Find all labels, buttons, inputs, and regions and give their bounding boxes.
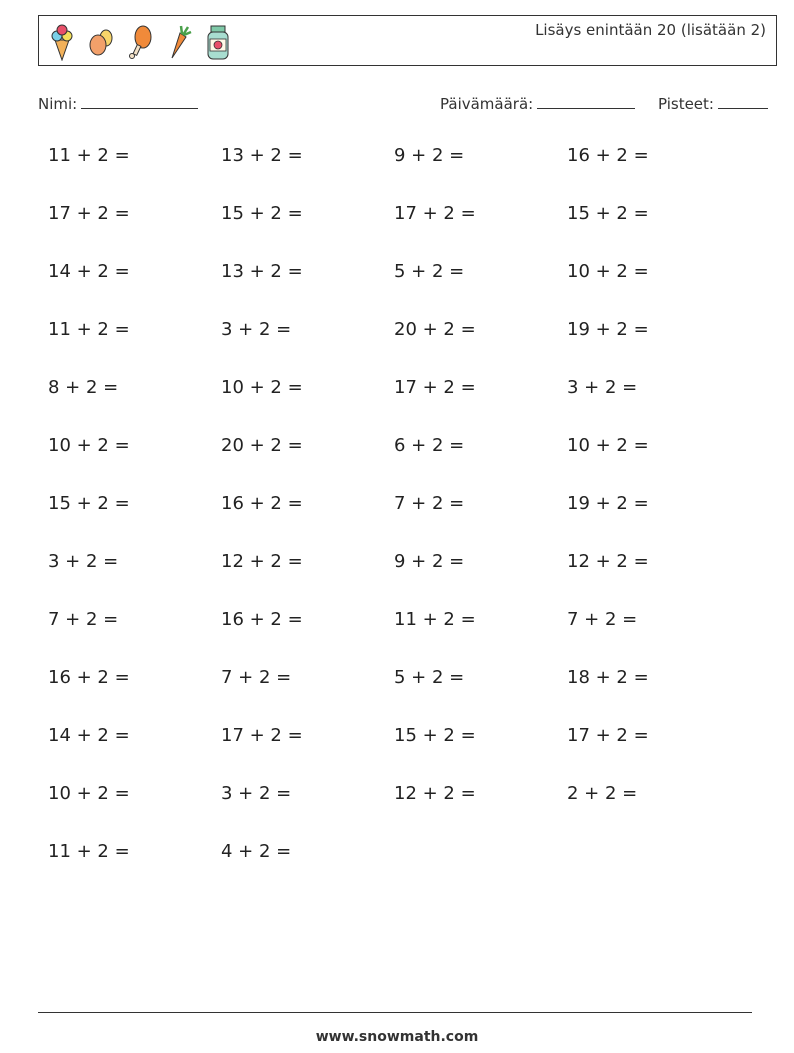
problem-item: 13 + 2 =	[221, 261, 303, 282]
problem-item: 19 + 2 =	[567, 493, 649, 514]
problem-item: 10 + 2 =	[48, 435, 130, 456]
problem-item: 3 + 2 =	[48, 551, 119, 572]
date-field	[440, 94, 635, 113]
problem-item: 20 + 2 =	[394, 319, 476, 340]
eggs-icon	[88, 23, 114, 61]
footer-divider	[38, 1012, 752, 1013]
problem-item: 10 + 2 =	[567, 261, 649, 282]
problem-item: 17 + 2 =	[394, 203, 476, 224]
carrot-icon	[166, 23, 192, 61]
problem-item: 20 + 2 =	[221, 435, 303, 456]
problem-item: 11 + 2 =	[48, 319, 130, 340]
score-label: Pisteet:	[658, 95, 714, 113]
problem-item: 16 + 2 =	[48, 667, 130, 688]
problem-item: 3 + 2 =	[567, 377, 638, 398]
problem-item: 2 + 2 =	[567, 783, 638, 804]
name-blank[interactable]	[81, 94, 198, 109]
problem-item: 7 + 2 =	[567, 609, 638, 630]
worksheet-title: Lisäys enintään 20 (lisätään 2)	[535, 21, 766, 39]
date-blank[interactable]	[537, 94, 635, 109]
worksheet-header	[38, 15, 777, 66]
problem-item: 15 + 2 =	[48, 493, 130, 514]
problem-item: 6 + 2 =	[394, 435, 465, 456]
problem-item: 15 + 2 =	[567, 203, 649, 224]
date-label: Päivämäärä:	[440, 95, 534, 113]
header-icons	[49, 22, 231, 62]
problem-item: 10 + 2 =	[567, 435, 649, 456]
score-blank[interactable]	[718, 94, 768, 109]
problem-item: 10 + 2 =	[221, 377, 303, 398]
ice-cream-icon	[49, 23, 75, 61]
problem-item: 12 + 2 =	[567, 551, 649, 572]
problem-item: 16 + 2 =	[567, 145, 649, 166]
problem-item: 7 + 2 =	[394, 493, 465, 514]
problem-item: 3 + 2 =	[221, 783, 292, 804]
footer-url: www.snowmath.com	[315, 1029, 479, 1045]
problem-item: 10 + 2 =	[48, 783, 130, 804]
problem-item: 9 + 2 =	[394, 551, 465, 572]
name-label: Nimi:	[38, 95, 78, 113]
problem-item: 16 + 2 =	[221, 609, 303, 630]
problem-item: 11 + 2 =	[394, 609, 476, 630]
problem-item: 17 + 2 =	[394, 377, 476, 398]
name-field	[38, 94, 198, 113]
problem-item: 16 + 2 =	[221, 493, 303, 514]
problem-item: 18 + 2 =	[567, 667, 649, 688]
problem-item: 17 + 2 =	[48, 203, 130, 224]
jam-jar-icon	[205, 23, 231, 61]
problem-item: 5 + 2 =	[394, 261, 465, 282]
problem-item: 11 + 2 =	[48, 145, 130, 166]
problem-item: 14 + 2 =	[48, 725, 130, 746]
score-field	[658, 94, 768, 113]
problem-item: 5 + 2 =	[394, 667, 465, 688]
problem-item: 15 + 2 =	[394, 725, 476, 746]
problem-item: 8 + 2 =	[48, 377, 119, 398]
problem-item: 4 + 2 =	[221, 841, 292, 862]
chicken-leg-icon	[127, 23, 153, 61]
problem-item: 12 + 2 =	[221, 551, 303, 572]
problem-item: 13 + 2 =	[221, 145, 303, 166]
problem-item: 7 + 2 =	[48, 609, 119, 630]
problem-item: 11 + 2 =	[48, 841, 130, 862]
problem-item: 15 + 2 =	[221, 203, 303, 224]
problem-item: 7 + 2 =	[221, 667, 292, 688]
problem-item: 17 + 2 =	[567, 725, 649, 746]
problem-item: 3 + 2 =	[221, 319, 292, 340]
problem-item: 17 + 2 =	[221, 725, 303, 746]
problem-item: 14 + 2 =	[48, 261, 130, 282]
problem-item: 12 + 2 =	[394, 783, 476, 804]
problem-item: 9 + 2 =	[394, 145, 465, 166]
problem-item: 19 + 2 =	[567, 319, 649, 340]
